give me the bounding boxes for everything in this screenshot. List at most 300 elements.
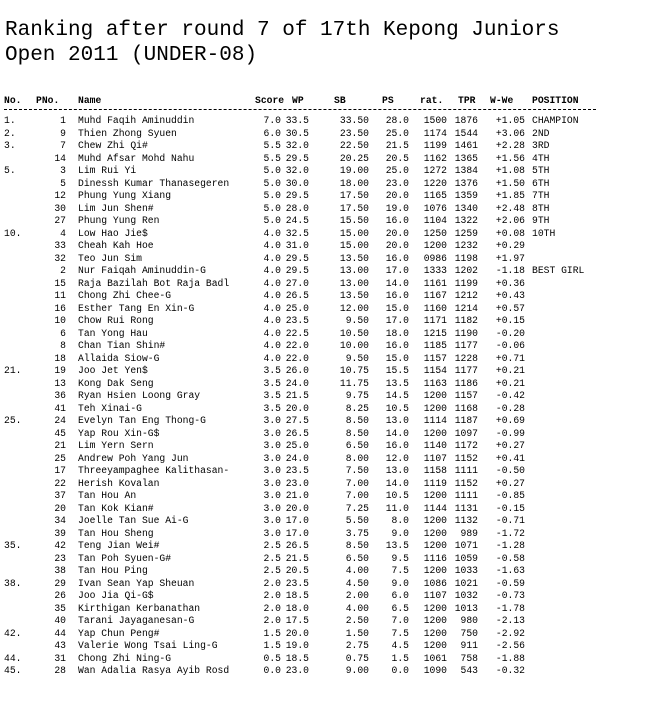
cell-sb: 15.00 — [339, 240, 369, 251]
cell-rating: 1200 — [423, 602, 447, 614]
cell-ps: 6.5 — [391, 602, 409, 614]
table-row — [0, 415, 669, 428]
cell-rank: 2. — [4, 127, 16, 139]
table-row — [0, 165, 669, 178]
cell-score: 4.0 — [263, 352, 281, 364]
cell-player-name: Herish Kovalan — [78, 477, 160, 489]
cell-score: 4.0 — [263, 240, 281, 251]
cell-player-name: Chew Zhi Qi# — [78, 140, 148, 151]
cell-score: 3.0 — [263, 427, 281, 439]
cell-rating: 1272 — [423, 165, 447, 176]
cell-score: 5.0 — [263, 190, 281, 201]
cell-wp: 29.5 — [285, 190, 309, 201]
cell-sb: 9.50 — [345, 352, 369, 364]
cell-ps: 25.0 — [385, 127, 409, 139]
cell-sb: 6.50 — [345, 552, 369, 564]
cell-sb: 8.00 — [345, 452, 369, 464]
cell-player-name: Tarani Jayaganesan-G — [78, 615, 195, 626]
cell-ps: 10.5 — [385, 490, 409, 501]
cell-sb: 17.50 — [339, 202, 369, 214]
cell-rank: 35. — [4, 540, 22, 551]
cell-sb: 2.50 — [345, 615, 369, 626]
cell-w-we: -1.72 — [495, 527, 525, 539]
cell-player-name: Ryan Hsien Loong Gray — [78, 390, 201, 401]
cell-sb: 13.00 — [339, 277, 369, 289]
cell-player-name: Threeyampaghee Kalithasan- — [78, 465, 230, 476]
cell-rank: 45. — [4, 665, 22, 676]
cell-rating: 1200 — [423, 515, 447, 526]
cell-player-number: 31 — [54, 652, 66, 664]
cell-sb: 7.50 — [345, 465, 369, 476]
cell-ps: 17.0 — [385, 265, 409, 276]
cell-player-name: Allaida Siow-G — [78, 352, 160, 364]
cell-w-we: +0.21 — [495, 377, 525, 389]
cell-sb: 8.25 — [345, 402, 369, 414]
cell-ps: 7.0 — [391, 615, 409, 626]
cell-rating: 1200 — [423, 565, 447, 576]
table-row — [0, 603, 669, 616]
cell-score: 3.5 — [263, 390, 281, 401]
cell-wp: 19.0 — [285, 640, 309, 651]
cell-tpr: 1059 — [454, 552, 478, 564]
cell-wp: 21.0 — [285, 490, 309, 501]
cell-rating: 1199 — [423, 140, 447, 151]
cell-rating: 1090 — [423, 665, 447, 676]
cell-player-number: 27 — [54, 215, 66, 226]
cell-w-we: -0.28 — [495, 402, 525, 414]
cell-sb: 20.25 — [339, 152, 369, 164]
cell-wp: 18.0 — [285, 602, 309, 614]
cell-ps: 7.5 — [391, 627, 409, 639]
cell-player-name: Joo Jia Qi-G$ — [78, 590, 154, 601]
cell-score: 2.0 — [263, 590, 281, 601]
cell-w-we: -2.92 — [495, 627, 525, 639]
cell-tpr: 1214 — [454, 302, 478, 314]
cell-player-name: Andrew Poh Yang Jun — [78, 452, 189, 464]
cell-ps: 20.5 — [385, 152, 409, 164]
cell-ps: 16.0 — [385, 215, 409, 226]
cell-sb: 4.50 — [345, 577, 369, 589]
cell-sb: 1.50 — [345, 627, 369, 639]
cell-player-name: Esther Tang En Xin-G — [78, 302, 195, 314]
cell-player-name: Thien Zhong Syuen — [78, 127, 177, 139]
cell-tpr: 1177 — [454, 365, 478, 376]
cell-score: 4.0 — [263, 290, 281, 301]
cell-w-we: +1.85 — [495, 190, 525, 201]
cell-score: 3.0 — [263, 452, 281, 464]
cell-ps: 13.5 — [385, 377, 409, 389]
cell-ps: 16.0 — [385, 290, 409, 301]
cell-player-number: 17 — [54, 465, 66, 476]
cell-wp: 17.0 — [285, 527, 309, 539]
cell-rating: 1157 — [423, 352, 447, 364]
cell-player-number: 43 — [54, 640, 66, 651]
cell-wp: 26.5 — [285, 290, 309, 301]
cell-rank: 42. — [4, 627, 22, 639]
cell-player-number: 35 — [54, 602, 66, 614]
cell-sb: 8.50 — [345, 415, 369, 426]
cell-wp: 23.0 — [285, 665, 309, 676]
cell-w-we: -0.06 — [495, 340, 525, 351]
cell-position: 6TH — [532, 177, 550, 189]
cell-score: 4.0 — [263, 227, 281, 239]
cell-score: 3.0 — [263, 490, 281, 501]
cell-rank: 1. — [4, 115, 16, 126]
cell-wp: 25.0 — [285, 440, 309, 451]
cell-player-number: 6 — [60, 327, 66, 339]
table-row — [0, 378, 669, 391]
header-sb: SB — [334, 95, 346, 106]
table-row — [0, 215, 669, 228]
cell-player-name: Tan Hou Sheng — [78, 527, 154, 539]
cell-rating: 1250 — [423, 227, 447, 239]
header-position: POSITION — [532, 95, 579, 106]
cell-w-we: +0.41 — [495, 452, 525, 464]
cell-player-name: Lim Rui Yi — [78, 165, 137, 176]
cell-player-name: Cheah Kah Hoe — [78, 240, 154, 251]
cell-rating: 1200 — [423, 527, 447, 539]
cell-rating: 1200 — [423, 402, 447, 414]
cell-ps: 19.0 — [385, 202, 409, 214]
cell-position: 10TH — [532, 227, 556, 239]
cell-rating: 1116 — [423, 552, 447, 564]
cell-tpr: 1021 — [454, 577, 478, 589]
cell-wp: 17.5 — [285, 615, 309, 626]
cell-player-number: 40 — [54, 615, 66, 626]
cell-player-name: Muhd Afsar Mohd Nahu — [78, 152, 195, 164]
cell-wp: 32.0 — [285, 165, 309, 176]
cell-wp: 20.0 — [285, 502, 309, 514]
cell-tpr: 1131 — [454, 502, 478, 514]
cell-player-name: Kong Dak Seng — [78, 377, 154, 389]
cell-rating: 1104 — [423, 215, 447, 226]
table-row — [0, 140, 669, 153]
table-row — [0, 278, 669, 291]
cell-wp: 17.0 — [285, 515, 309, 526]
cell-player-number: 18 — [54, 352, 66, 364]
cell-wp: 21.5 — [285, 552, 309, 564]
table-row — [0, 153, 669, 166]
cell-w-we: -0.59 — [495, 577, 525, 589]
cell-player-number: 7 — [60, 140, 66, 151]
cell-sb: 19.00 — [339, 165, 369, 176]
cell-tpr: 989 — [460, 527, 478, 539]
cell-w-we: +0.29 — [495, 240, 525, 251]
cell-player-number: 21 — [54, 440, 66, 451]
cell-sb: 33.50 — [339, 115, 369, 126]
cell-tpr: 1152 — [454, 477, 478, 489]
cell-wp: 23.5 — [285, 577, 309, 589]
cell-rating: 1165 — [423, 190, 447, 201]
cell-position: 8TH — [532, 202, 550, 214]
cell-w-we: +0.27 — [495, 477, 525, 489]
cell-ps: 16.0 — [385, 340, 409, 351]
cell-tpr: 1182 — [454, 315, 478, 326]
cell-tpr: 1228 — [454, 352, 478, 364]
cell-player-name: Chong Zhi Chee-G — [78, 290, 172, 301]
cell-player-number: 5 — [60, 177, 66, 189]
cell-score: 0.5 — [263, 652, 281, 664]
cell-player-number: 24 — [54, 415, 66, 426]
cell-position: 7TH — [532, 190, 550, 201]
cell-tpr: 1168 — [454, 402, 478, 414]
cell-player-number: 26 — [54, 590, 66, 601]
cell-sb: 13.00 — [339, 265, 369, 276]
cell-rating: 1154 — [423, 365, 447, 376]
cell-rating: 1140 — [423, 440, 447, 451]
cell-rating: 1200 — [423, 240, 447, 251]
cell-wp: 24.0 — [285, 452, 309, 464]
cell-score: 4.0 — [263, 265, 281, 276]
cell-ps: 9.0 — [391, 577, 409, 589]
table-row — [0, 203, 669, 216]
cell-rating: 1500 — [423, 115, 447, 126]
table-row — [0, 640, 669, 653]
cell-tpr: 1111 — [454, 490, 478, 501]
cell-position: 5TH — [532, 165, 550, 176]
cell-score: 3.0 — [263, 440, 281, 451]
cell-player-number: 14 — [54, 152, 66, 164]
cell-score: 4.0 — [263, 252, 281, 264]
cell-tpr: 1157 — [454, 390, 478, 401]
cell-player-number: 41 — [54, 402, 66, 414]
cell-tpr: 1202 — [454, 265, 478, 276]
cell-wp: 30.5 — [285, 127, 309, 139]
cell-w-we: +2.06 — [495, 215, 525, 226]
ranking-table — [0, 95, 669, 678]
cell-sb: 5.50 — [345, 515, 369, 526]
cell-ps: 20.0 — [385, 227, 409, 239]
cell-sb: 4.00 — [345, 565, 369, 576]
cell-rating: 1119 — [423, 477, 447, 489]
cell-ps: 28.0 — [385, 115, 409, 126]
cell-sb: 9.75 — [345, 390, 369, 401]
cell-rating: 1161 — [423, 277, 447, 289]
cell-w-we: -0.50 — [495, 465, 525, 476]
header-w-we: W-We — [490, 95, 514, 106]
cell-wp: 32.0 — [285, 140, 309, 151]
cell-wp: 32.5 — [285, 227, 309, 239]
cell-position: 4TH — [532, 152, 550, 164]
cell-player-name: Joelle Tan Sue Ai-G — [78, 515, 189, 526]
cell-tpr: 911 — [460, 640, 478, 651]
cell-tpr: 1544 — [454, 127, 478, 139]
cell-ps: 15.0 — [385, 352, 409, 364]
table-row — [0, 478, 669, 491]
cell-ps: 13.0 — [385, 415, 409, 426]
cell-wp: 23.5 — [285, 315, 309, 326]
cell-position: 3RD — [532, 140, 550, 151]
table-row — [0, 178, 669, 191]
cell-tpr: 1013 — [454, 602, 478, 614]
cell-ps: 25.0 — [385, 165, 409, 176]
cell-sb: 9.50 — [345, 315, 369, 326]
cell-player-name: Tan Poh Syuen-G# — [78, 552, 172, 564]
cell-sb: 6.50 — [345, 440, 369, 451]
cell-player-name: Chan Tian Shin# — [78, 340, 166, 351]
cell-w-we: -1.88 — [495, 652, 525, 664]
table-row — [0, 240, 669, 253]
page-title — [5, 18, 560, 68]
cell-sb: 3.75 — [345, 527, 369, 539]
cell-wp: 33.5 — [285, 115, 309, 126]
cell-player-name: Phung Yung Ren — [78, 215, 160, 226]
cell-wp: 27.5 — [285, 415, 309, 426]
header-tpr: TPR — [458, 95, 476, 106]
cell-score: 5.0 — [263, 215, 281, 226]
cell-w-we: +0.36 — [495, 277, 525, 289]
cell-w-we: -0.73 — [495, 590, 525, 601]
cell-sb: 12.00 — [339, 302, 369, 314]
cell-tpr: 1186 — [454, 377, 478, 389]
cell-tpr: 1876 — [454, 115, 478, 126]
cell-score: 3.0 — [263, 502, 281, 514]
cell-tpr: 1111 — [454, 465, 478, 476]
cell-rating: 1185 — [423, 340, 447, 351]
cell-sb: 22.50 — [339, 140, 369, 151]
table-row — [0, 565, 669, 578]
cell-tpr: 1177 — [454, 340, 478, 351]
cell-tpr: 1259 — [454, 227, 478, 239]
cell-score: 2.0 — [263, 602, 281, 614]
cell-tpr: 1071 — [454, 540, 478, 551]
cell-score: 5.5 — [263, 152, 281, 164]
cell-player-name: Yap Rou Xin-G$ — [78, 427, 160, 439]
cell-player-name: Teng Jian Wei# — [78, 540, 160, 551]
cell-player-number: 10 — [54, 315, 66, 326]
cell-player-name: Evelyn Tan Eng Thong-G — [78, 415, 206, 426]
cell-score: 5.0 — [263, 165, 281, 176]
title-line-1: Ranking after round 7 of 17th Kepong Juniors — [5, 19, 560, 42]
table-row — [0, 228, 669, 241]
cell-wp: 29.5 — [285, 265, 309, 276]
header-no: No. — [4, 95, 22, 106]
cell-ps: 0.0 — [391, 665, 409, 676]
table-row — [0, 553, 669, 566]
cell-sb: 10.75 — [339, 365, 369, 376]
cell-ps: 15.0 — [385, 302, 409, 314]
cell-score: 1.5 — [263, 627, 281, 639]
cell-player-name: Lim Jun Shen# — [78, 202, 154, 214]
cell-tpr: 1461 — [454, 140, 478, 151]
cell-tpr: 758 — [460, 652, 478, 664]
cell-player-number: 29 — [54, 577, 66, 589]
cell-player-number: 15 — [54, 277, 66, 289]
cell-ps: 9.0 — [391, 527, 409, 539]
cell-player-name: Tan Hou Ping — [78, 565, 148, 576]
cell-score: 5.0 — [263, 177, 281, 189]
cell-ps: 13.5 — [385, 540, 409, 551]
cell-ps: 20.0 — [385, 240, 409, 251]
cell-player-name: Chow Rui Rong — [78, 315, 154, 326]
cell-w-we: +1.50 — [495, 177, 525, 189]
table-row — [0, 365, 669, 378]
cell-ps: 18.0 — [385, 327, 409, 339]
cell-wp: 27.0 — [285, 277, 309, 289]
cell-tpr: 1212 — [454, 290, 478, 301]
cell-player-name: Tan Kok Kian# — [78, 502, 154, 514]
cell-score: 2.0 — [263, 615, 281, 626]
cell-rating: 0986 — [423, 252, 447, 264]
cell-tpr: 1359 — [454, 190, 478, 201]
cell-w-we: +0.43 — [495, 290, 525, 301]
cell-ps: 7.5 — [391, 565, 409, 576]
cell-tpr: 1187 — [454, 415, 478, 426]
cell-sb: 13.50 — [339, 290, 369, 301]
cell-score: 3.0 — [263, 477, 281, 489]
cell-rating: 1174 — [423, 127, 447, 139]
cell-wp: 22.5 — [285, 327, 309, 339]
cell-player-number: 22 — [54, 477, 66, 489]
cell-sb: 15.50 — [339, 215, 369, 226]
cell-ps: 16.0 — [385, 252, 409, 264]
cell-rating: 1200 — [423, 427, 447, 439]
cell-player-number: 9 — [60, 127, 66, 139]
cell-w-we: -0.99 — [495, 427, 525, 439]
cell-sb: 2.00 — [345, 590, 369, 601]
cell-tpr: 1190 — [454, 327, 478, 339]
cell-player-name: Dinessh Kumar Thanasegeren — [78, 177, 230, 189]
cell-w-we: +2.28 — [495, 140, 525, 151]
cell-player-name: Tan Hou An — [78, 490, 137, 501]
cell-player-name: Raja Bazilah Bot Raja Badl — [78, 277, 230, 289]
cell-rank: 5. — [4, 165, 16, 176]
cell-player-name: Teo Jun Sim — [78, 252, 142, 264]
cell-player-number: 32 — [54, 252, 66, 264]
cell-player-name: Chong Zhi Ning-G — [78, 652, 172, 664]
cell-ps: 14.0 — [385, 427, 409, 439]
table-row — [0, 428, 669, 441]
cell-player-number: 12 — [54, 190, 66, 201]
cell-w-we: -0.71 — [495, 515, 525, 526]
cell-position: BEST GIRL — [532, 265, 585, 276]
cell-sb: 4.00 — [345, 602, 369, 614]
cell-player-number: 2 — [60, 265, 66, 276]
cell-w-we: +0.08 — [495, 227, 525, 239]
cell-sb: 10.50 — [339, 327, 369, 339]
table-row — [0, 515, 669, 528]
cell-score: 3.5 — [263, 377, 281, 389]
cell-score: 2.5 — [263, 540, 281, 551]
cell-player-number: 44 — [54, 627, 66, 639]
cell-ps: 17.0 — [385, 315, 409, 326]
cell-score: 7.0 — [263, 115, 281, 126]
cell-ps: 13.0 — [385, 465, 409, 476]
cell-w-we: -1.18 — [495, 265, 525, 276]
table-row — [0, 353, 669, 366]
cell-player-number: 8 — [60, 340, 66, 351]
cell-player-number: 4 — [60, 227, 66, 239]
cell-player-name: Nur Faiqah Aminuddin-G — [78, 265, 206, 276]
cell-player-name: Wan Adalia Rasya Ayib Rosd — [78, 665, 230, 676]
cell-score: 4.0 — [263, 340, 281, 351]
cell-wp: 31.0 — [285, 240, 309, 251]
cell-ps: 1.5 — [391, 652, 409, 664]
cell-w-we: -0.58 — [495, 552, 525, 564]
cell-player-number: 42 — [54, 540, 66, 551]
cell-player-number: 28 — [54, 665, 66, 676]
cell-ps: 14.0 — [385, 277, 409, 289]
table-row — [0, 340, 669, 353]
table-row — [0, 653, 669, 666]
cell-score: 3.0 — [263, 515, 281, 526]
cell-rating: 1200 — [423, 390, 447, 401]
cell-player-number: 39 — [54, 527, 66, 539]
cell-tpr: 1132 — [454, 515, 478, 526]
table-row — [0, 490, 669, 503]
cell-player-number: 16 — [54, 302, 66, 314]
table-row — [0, 578, 669, 591]
